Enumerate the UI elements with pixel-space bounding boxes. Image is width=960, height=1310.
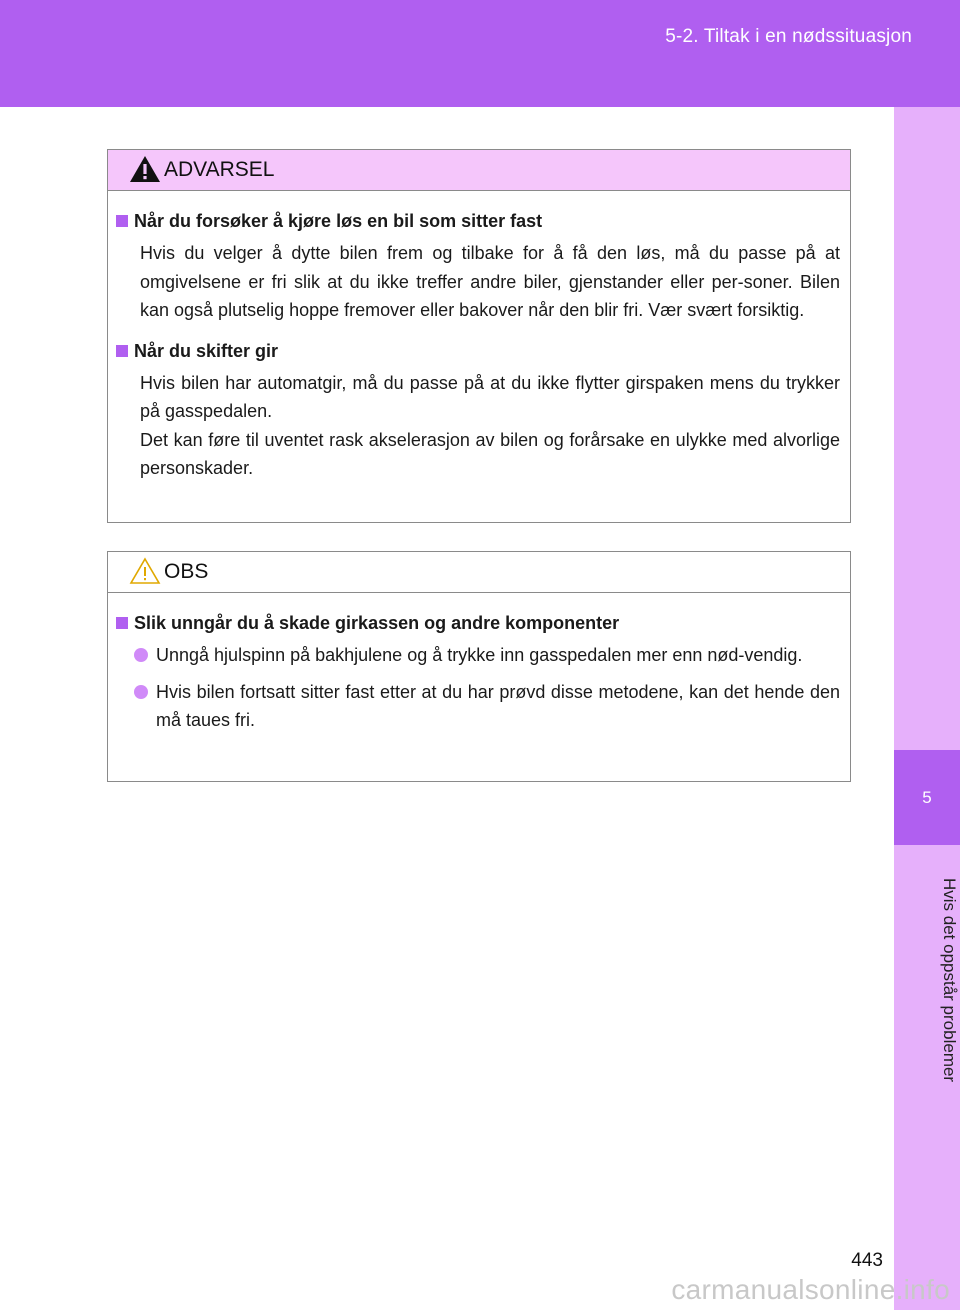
warning-title: ADVARSEL [164,158,275,181]
warning-body [108,191,850,499]
chapter-number-tab[interactable]: 5 [894,750,960,845]
notice-bullet [134,678,840,735]
warning-paragraph: Det kan føre til uventet rask akselerasjon av bilen og forårsake en ulykke med alvorlige personskader. [140,429,840,478]
warning-item-heading [116,207,840,235]
notice-bullet-text: Hvis bilen fortsatt sitter fast etter at du har prøvd disse metodene, kan det hende den må taues fri. [156,681,840,730]
notice-body [108,593,850,751]
warning-item-heading-text: Når du forsøker å kjøre løs en bil som sitter fast [134,211,543,231]
warning-paragraph: Hvis bilen har automatgir, må du passe på at du ikke flytter girspaken mens du trykker på gasspedalen. [140,372,840,421]
side-tab-upper [894,107,960,750]
warning-paragraph: Hvis du velger å dytte bilen frem og tilbake for å få den løs, må du passe på at omgivelsene er fri slik at du ikke treffer andre biler, gjenstander eller per-soner. Bilen kan også plutselig hoppe fremover eller bakover når den blir fri. Vær svært forsiktig. [140,243,840,320]
notice-bullet [134,641,840,670]
notice-title: OBS [164,560,209,583]
circle-bullet-icon [134,685,148,699]
notice-bullet-text: Unngå hjulspinn på bakhjulene og å trykke inn gasspedalen mer enn nød-vendig. [156,645,803,665]
warning-box [107,149,851,523]
page-number: 443 [851,1250,883,1271]
square-bullet-icon [116,617,128,629]
notice-header [108,552,850,593]
notice-box [107,551,851,782]
chapter-title: Hvis det oppstår problemer [940,877,959,1083]
square-bullet-icon [116,215,128,227]
notice-heading-text: Slik unngår du å skade girkassen og andre komponenter [134,613,620,633]
header-band [0,0,960,107]
warning-triangle-icon [128,154,162,184]
notice-heading [116,609,840,637]
caution-outline-triangle-icon [128,556,162,586]
warning-header [108,150,850,191]
square-bullet-icon [116,345,128,357]
circle-bullet-icon [134,648,148,662]
warning-item-heading [116,337,840,365]
section-reference: 5-2. Tiltak i en nødssituasjon [665,26,912,47]
watermark: carmanualsonline.info [671,1274,950,1305]
warning-item-heading-text: Når du skifter gir [134,340,279,361]
